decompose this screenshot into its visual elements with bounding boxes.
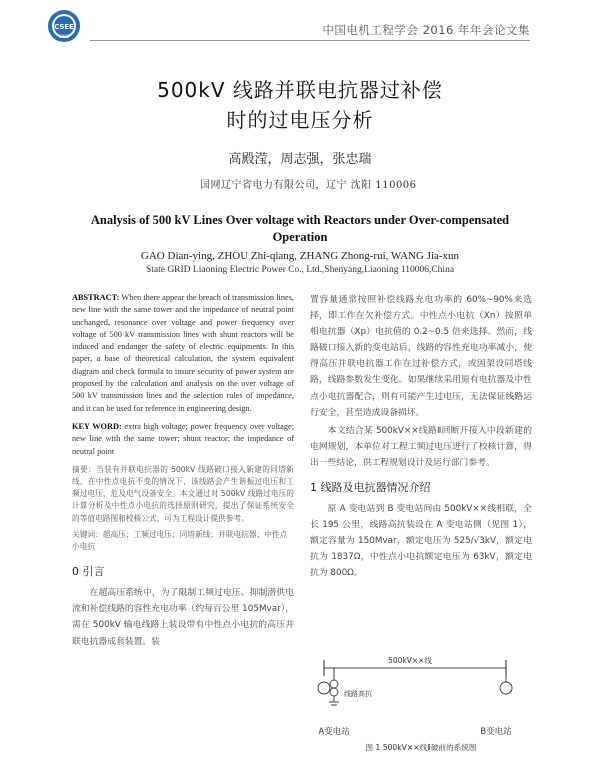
section-1-heading: 1 线路及电抗器情况介绍 — [310, 481, 431, 495]
abstract-en — [72, 292, 294, 415]
keywords-en-text: extra high voltage; power frequency over voltage; new line with the same tower; shunt reactor; the impedance of neutral point — [72, 421, 294, 456]
csee-logo-icon — [44, 8, 84, 44]
affiliation-cn: 国网辽宁省电力有限公司，辽宁 沈阳 110006 — [200, 180, 417, 191]
keywords-cn-text: 超高压；工频过电压；同塔新线；并联电抗器；中性点小电抗 — [72, 529, 288, 552]
keywords-en — [72, 421, 294, 458]
body-paragraph-2: 本文结合某 500kV××线路Ⅱ回断开接入中段新建的电网规划，本单位对工程工频过电压进行了校核计算，得出一些结论，供工程规划设计及运行部门参考。 — [310, 425, 532, 468]
abstract-cn-label: 摘要： — [72, 464, 97, 474]
right-column — [310, 292, 532, 582]
header-divider — [90, 40, 530, 41]
authors-cn: 高殿滢，周志强，张忠瑞 — [228, 152, 372, 167]
keywords-en-label: KEY WORD: — [72, 421, 122, 431]
figure-1-caption: 图 1 500kV××线Ⅱ破前的系统图 — [365, 743, 477, 752]
abstract-en-label: ABSTRACT: — [72, 293, 120, 302]
abstract-cn — [72, 464, 294, 525]
proceedings-title: 中国电机工程学会 2016 年年会论文集 — [322, 23, 530, 37]
section-0-paragraph: 在超高压系统中，为了限制工频过电压、抑制潜供电流和补偿线路的容性充电功率（约每百公里 105Mvar），需在 500kV 输电线路上装设带有中性点小电抗的高压并联电抗器成套装置。装 — [72, 588, 294, 647]
transformer-a-icon — [318, 682, 330, 694]
left-column — [72, 292, 294, 650]
station-a-label: A变电站 — [318, 727, 350, 737]
system-diagram-svg — [310, 650, 532, 742]
reactor-label: 线路高抗 — [344, 690, 372, 698]
reactor-coil-icon — [330, 680, 338, 688]
line-label: 500kV××线 — [388, 656, 432, 665]
svg-text:CSEE: CSEE — [54, 23, 74, 31]
transformer-b-icon — [500, 682, 512, 694]
body-paragraph-3: 原 A 变电站到 B 变电站间由 500kV××线相联，全长 195 公里，线路高抗装设在 A 变电站侧（见图 1），额定容量为 150Mvar，额定电压为 525/√3kV，额定电抗为 1837Ω，中性点小电抗额定电压为 63kV，额定电抗为 800Ω。 — [310, 504, 532, 579]
station-b-label: B变电站 — [480, 727, 512, 737]
affiliation-en: State GRID Liaoning Electric Power Co., Ltd.,Shenyang,Liaoning 110006,China — [145, 265, 455, 275]
title-cn-line1: 500kV 线路并联电抗器过补偿 — [157, 78, 443, 102]
abstract-en-text: When there appear the breach of transmission lines, new line with the same tower and the impedance of neutral point unchanged, resonance over voltage and power frequency over voltage of 500 kV transmission lines with shunt reactors will be induced and endanger the safety of electric equipments. In this paper, a base of theoretical calculation, the system equivalent diagram and check formula to insure security of power system are proposed by the calculation and analysis on the over voltage of 500 kV transmission lines and the selection rules of impedance, and it can be used for reference in engineering design. — [72, 293, 294, 413]
title-cn-line2: 时的过电压分析 — [226, 108, 374, 132]
title-en: Analysis of 500 kV Lines Over voltage with Reactors under Over-compensated Operation — [90, 213, 510, 244]
figure-1-system-diagram — [310, 650, 532, 755]
reactor-coil-icon — [330, 688, 338, 696]
abstract-cn-text: 当装有并联电抗器的 500kV 线路破口接入新建的同塔新线，在中性点电抗不变的情况下，该线路会产生谐振过电压和工频过电压，危及电气设备安全。本文通过对 500kV 线路过电压的计算分析及中性点小电抗的选择原则研究，提出了保证系统安全的等值电路图和校核公式，可为工程设计提供参考。 — [72, 464, 294, 523]
body-paragraph-1: 置容量通常按照补偿线路充电功率的 60%~90%来选择，即工作在欠补偿方式。中性点小电抗（Xn）按照单相电抗器（Xp）电抗值的 0.2~0.5 倍来选择。然而，线路破口接入新的变电站后，线路的容性充电功率减小，使得高压并联电抗器工作在过补偿方式，或因架设同塔线路，线路参数发生变化。如果继续采用原有电抗器及中性点小电抗器配合，则有可能产生过电压，无法保证线路运行安全，甚至造成设备损坏。 — [310, 295, 532, 418]
page-header — [0, 0, 600, 46]
authors-en: GAO Dian-ying, ZHOU Zhi-qiang, ZHANG Zhong-rui, WANG Jia-xun — [140, 250, 460, 262]
svg-text:2016: 2016 — [58, 34, 70, 39]
keywords-cn-label: 关键词： — [72, 529, 103, 539]
keywords-cn — [72, 529, 294, 553]
section-0-heading: 0 引言 — [72, 565, 105, 579]
